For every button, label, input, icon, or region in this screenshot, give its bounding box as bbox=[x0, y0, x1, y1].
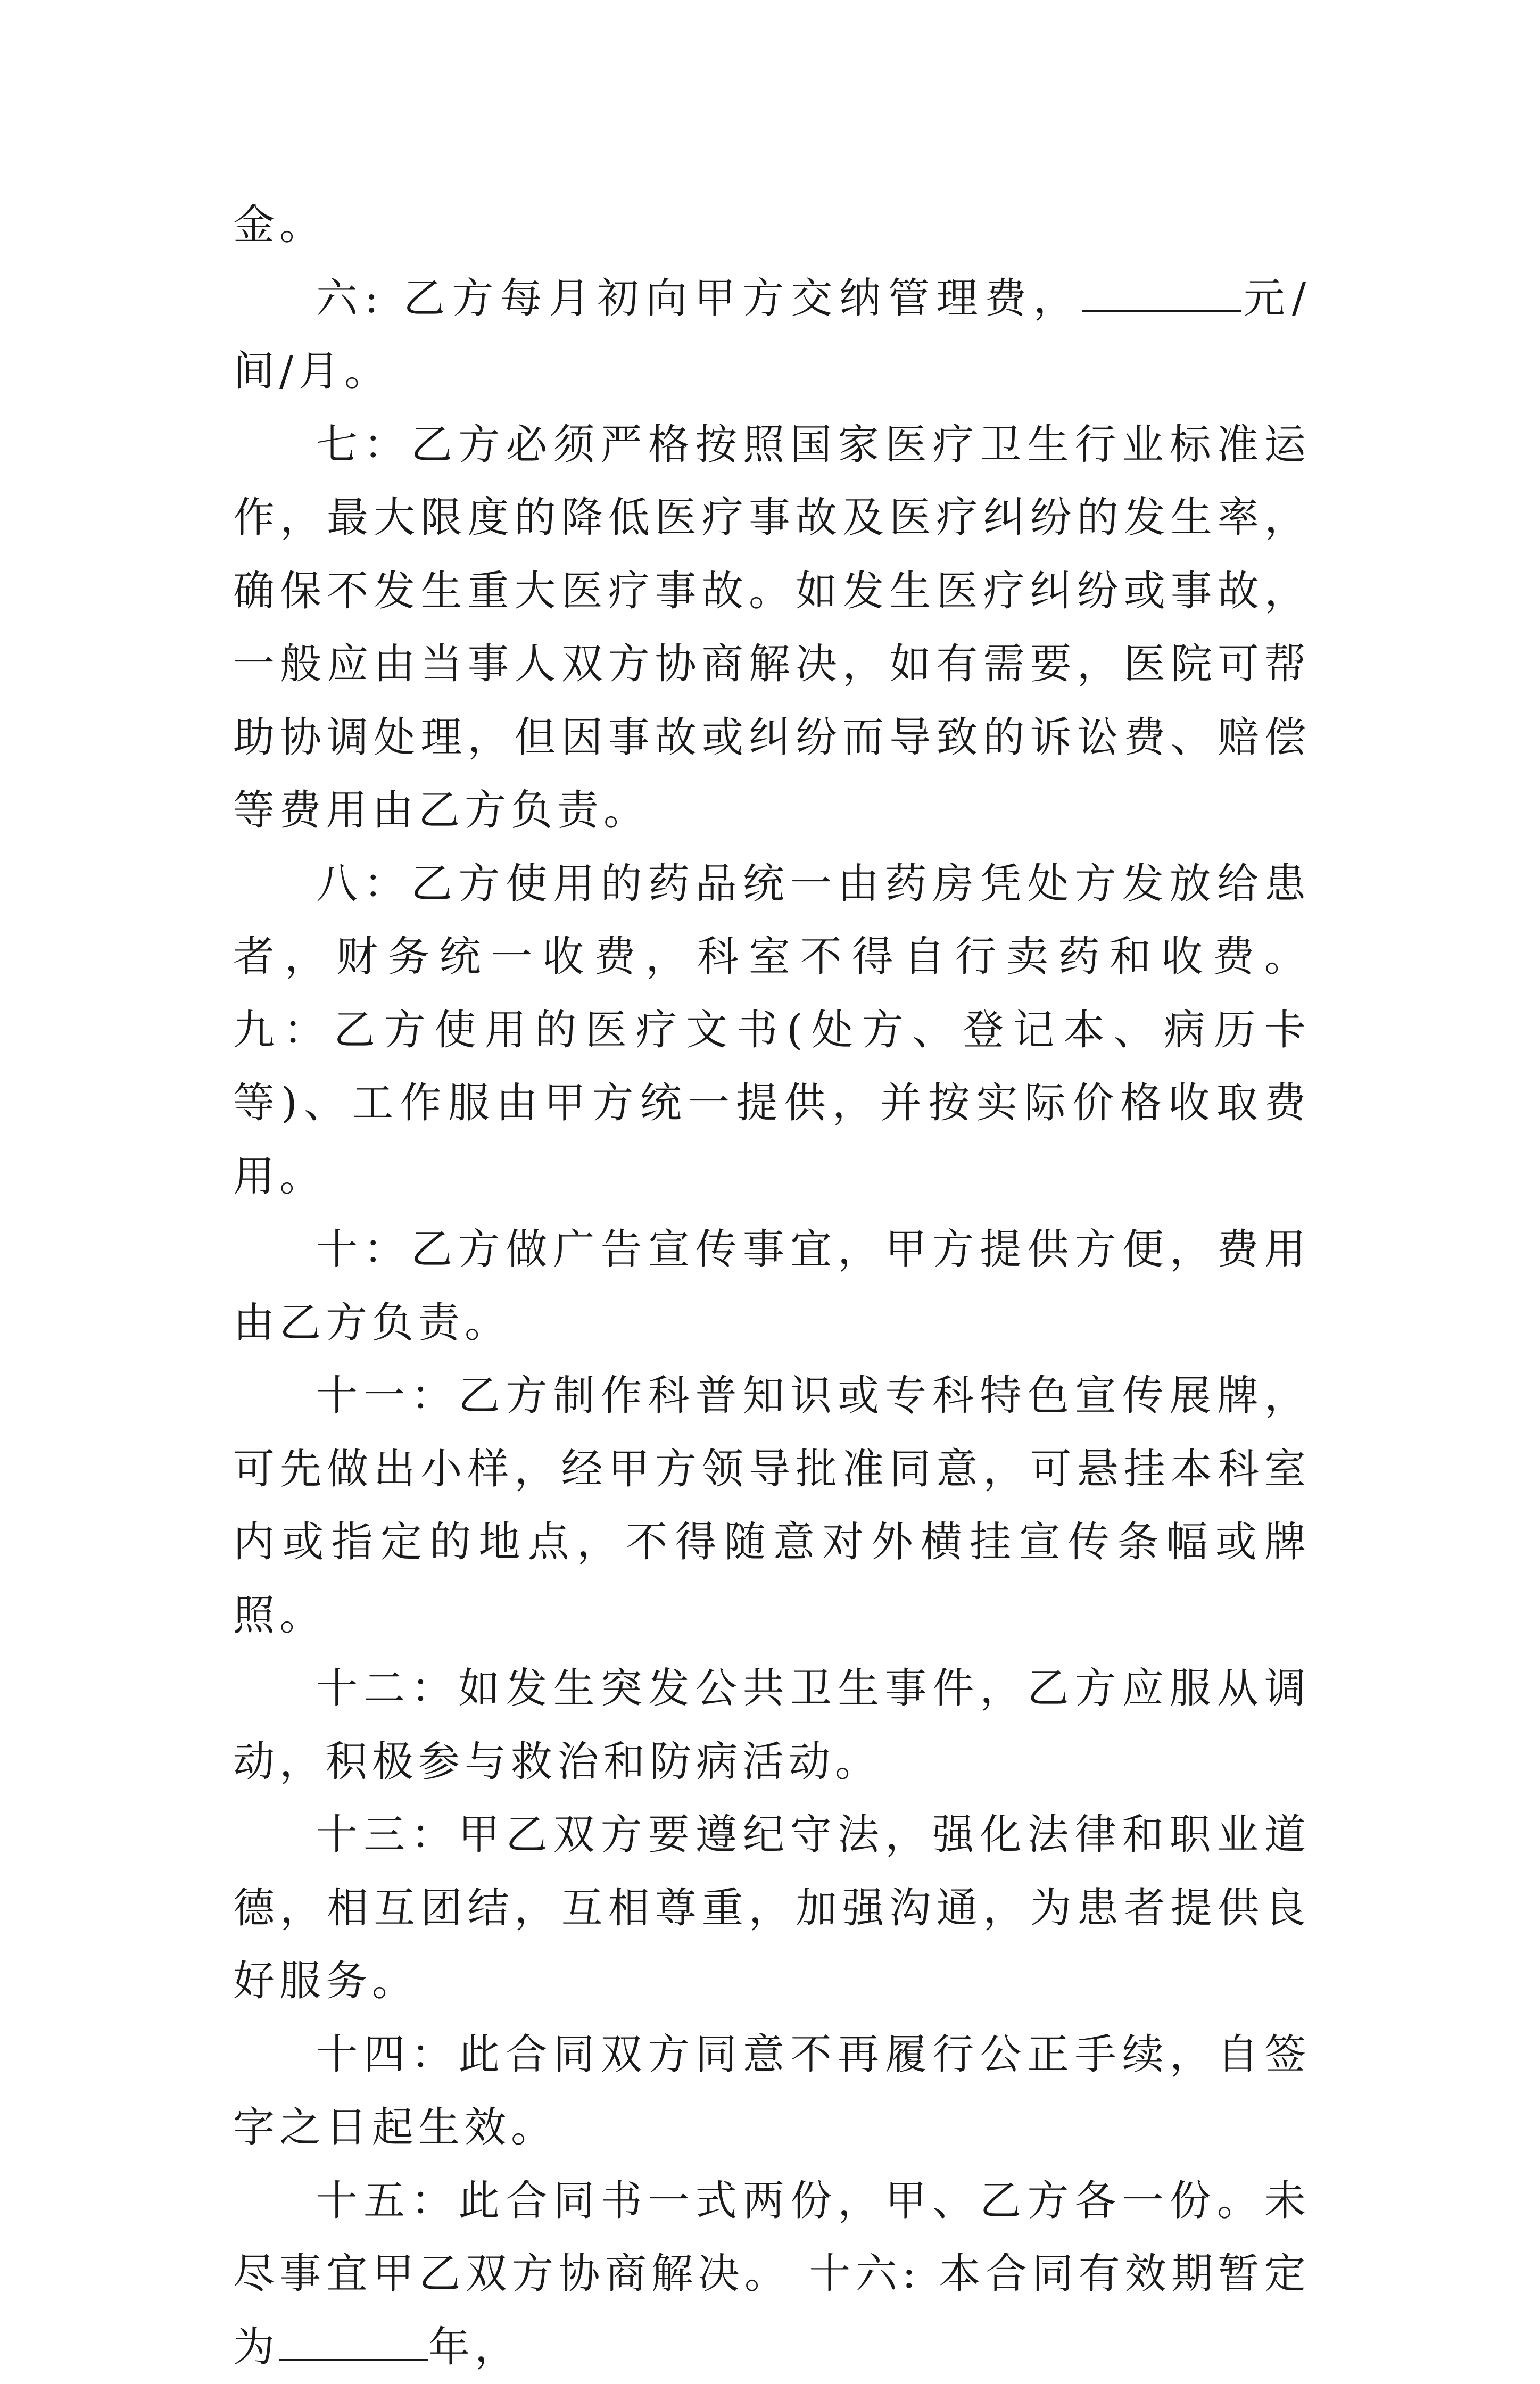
paragraph-text: 十一：乙方制作科普知识或专科特色宣传展牌，可先做出小样，经甲方领导批准同意，可悬挂本科室内或指定的地点，不得随意对外横挂宣传条幅或牌照。 bbox=[233, 1372, 1311, 1640]
clause-text-before-blank: 六: 乙方每月初向甲方交纳管理费， bbox=[316, 275, 1082, 322]
clause-15-16-copies-term bbox=[233, 2165, 1311, 2384]
years-blank-line bbox=[279, 2321, 428, 2361]
fee-blank-line bbox=[1082, 272, 1241, 312]
clause-12-public-health bbox=[233, 1652, 1311, 1799]
clause-text-after-blank: 年， bbox=[428, 2323, 521, 2371]
paragraph-text: 十三：甲乙双方要遵纪守法，强化法律和职业道德，相互团结，互相尊重，加强沟通，为患者提供良好服务。 bbox=[233, 1811, 1311, 2005]
clause-10-advertising bbox=[233, 1213, 1311, 1360]
clause-11-display-boards bbox=[233, 1360, 1311, 1652]
clause-8-9-pharmacy-documents bbox=[233, 848, 1311, 1214]
paragraph-text: 十：乙方做广告宣传事宜，甲方提供方便，费用由乙方负责。 bbox=[233, 1226, 1311, 1347]
clause-text-after-blank: 元/间/月。 bbox=[233, 275, 1311, 396]
paragraph-continuation bbox=[233, 189, 1311, 262]
paragraph-text: 十二：如发生突发公共卫生事件，乙方应服从调动，积极参与救治和防病活动。 bbox=[233, 1665, 1311, 1786]
clause-6-management-fee bbox=[233, 262, 1311, 409]
clause-13-conduct bbox=[233, 1799, 1311, 2018]
paragraph-text: 十四：此合同双方同意不再履行公正手续，自签字之日起生效。 bbox=[233, 2031, 1311, 2152]
paragraph-text: 金。 bbox=[233, 201, 326, 249]
contract-body bbox=[233, 189, 1311, 2384]
clause-7-medical-standards bbox=[233, 409, 1311, 848]
paragraph-text: 八：乙方使用的药品统一由药房凭处方发放给患者，财务统一收费，科室不得自行卖药和收费。 九：乙方使用的医疗文书(处方、登记本、病历卡等)、工作服由甲方统一提供，并按实际价格收取费用。 bbox=[233, 860, 1311, 1201]
clause-text-before-blank: 十五：此合同书一式两份，甲、乙方各一份。未尽事宜甲乙双方协商解决。 十六: 本合同有效期暂定为 bbox=[233, 2177, 1311, 2371]
clause-14-effective-date bbox=[233, 2018, 1311, 2165]
paragraph-text: 七：乙方必须严格按照国家医疗卫生行业标准运作，最大限度的降低医疗事故及医疗纠纷的发生率，确保不发生重大医疗事故。如发生医疗纠纷或事故，一般应由当事人双方协商解决，如有需要，医院可帮助协调处理，但因事故或纠纷而导致的诉讼费、赔偿等费用由乙方负责。 bbox=[233, 421, 1311, 835]
